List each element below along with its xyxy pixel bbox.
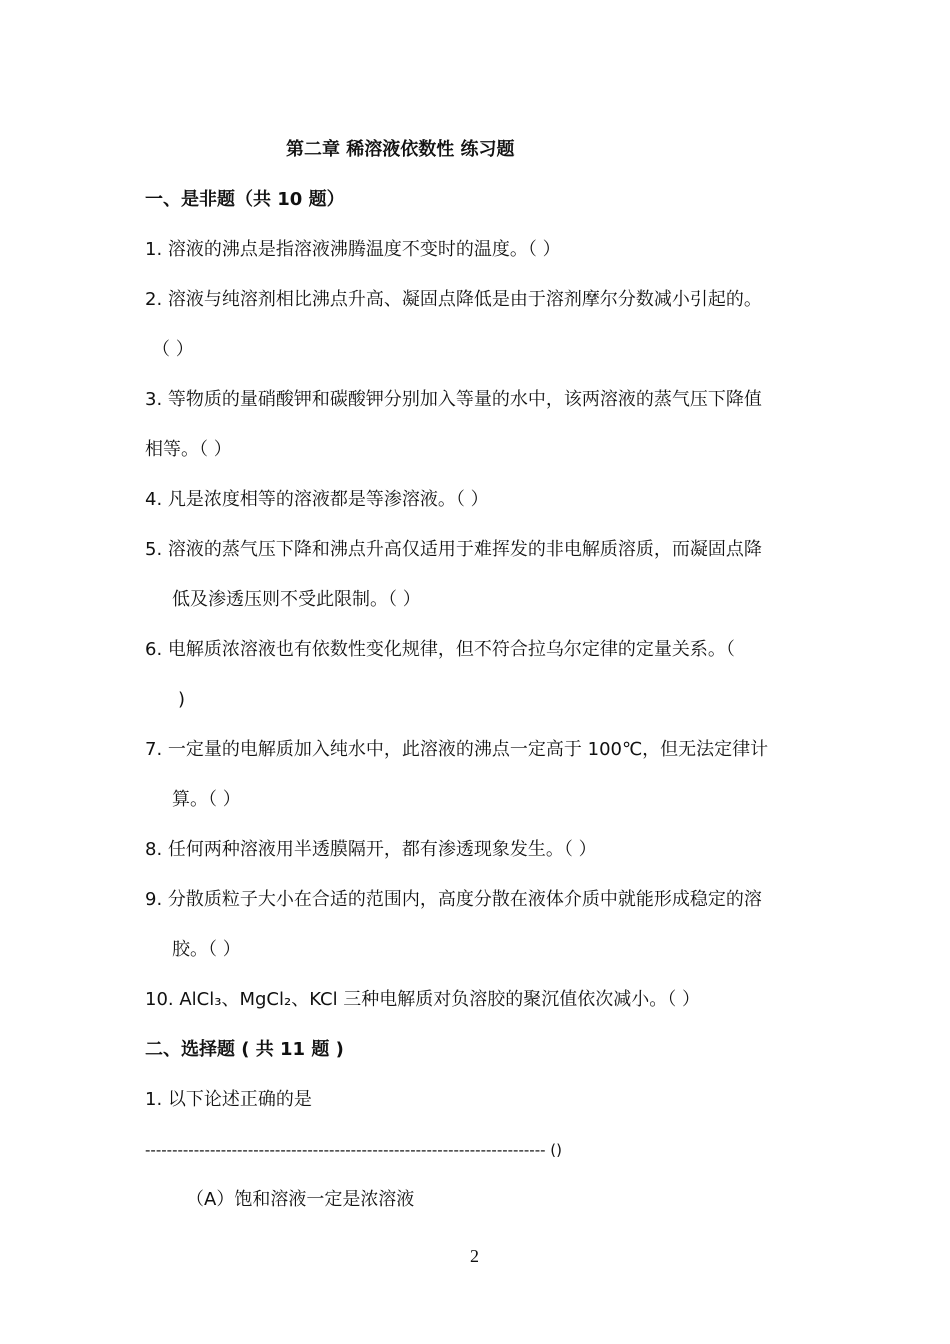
page-title: 第二章 稀溶液依数性 练习题 — [286, 139, 515, 160]
question-line: 胶。（ ） — [172, 939, 241, 960]
question-line: 7. 一定量的电解质加入纯水中，此溶液的沸点一定高于 100℃，但无法定律计 — [145, 739, 769, 760]
question-line: 1. 以下论述正确的是 — [145, 1089, 312, 1110]
question-line: 算。（ ） — [172, 789, 241, 810]
question-line: （ ） — [152, 339, 194, 360]
question-line: 9. 分散质粒子大小在合适的范围内，高度分散在液体介质中就能形成稳定的溶 — [145, 889, 762, 910]
page-number: 2 — [470, 1246, 479, 1266]
question-line: 8. 任何两种溶液用半透膜隔开，都有渗透现象发生。（ ） — [145, 839, 597, 860]
question-line: 2. 溶液与纯溶剂相比沸点升高、凝固点降低是由于溶剂摩尔分数减小引起的。 — [145, 289, 762, 310]
question-line: ) — [178, 689, 186, 710]
option-line: （A）饱和溶液一定是浓溶液 — [186, 1189, 415, 1210]
answer-dash-line: -------------------------------------------------------------------------- () — [145, 1141, 563, 1159]
question-line: 1. 溶液的沸点是指溶液沸腾温度不变时的温度。（ ） — [145, 239, 561, 260]
question-line: 低及渗透压则不受此限制。（ ） — [172, 589, 421, 610]
question-line: 3. 等物质的量硝酸钾和碳酸钾分别加入等量的水中，该两溶液的蒸气压下降值 — [145, 389, 762, 410]
question-line: 6. 电解质浓溶液也有依数性变化规律，但不符合拉乌尔定律的定量关系。（ — [145, 639, 735, 660]
question-line: 5. 溶液的蒸气压下降和沸点升高仅适用于难挥发的非电解质溶质，而凝固点降 — [145, 539, 762, 560]
question-line: 相等。（ ） — [145, 439, 232, 460]
section-heading-true-false: 一、是非题（共 10 题） — [145, 189, 345, 210]
section-heading-multiple-choice: 二、选择题 ( 共 11 题 ) — [145, 1039, 344, 1060]
question-line: 4. 凡是浓度相等的溶液都是等渗溶液。（ ） — [145, 489, 489, 510]
question-line: 10. AlCl₃、MgCl₂、KCl 三种电解质对负溶胶的聚沉值依次减小。（ ） — [145, 989, 701, 1010]
